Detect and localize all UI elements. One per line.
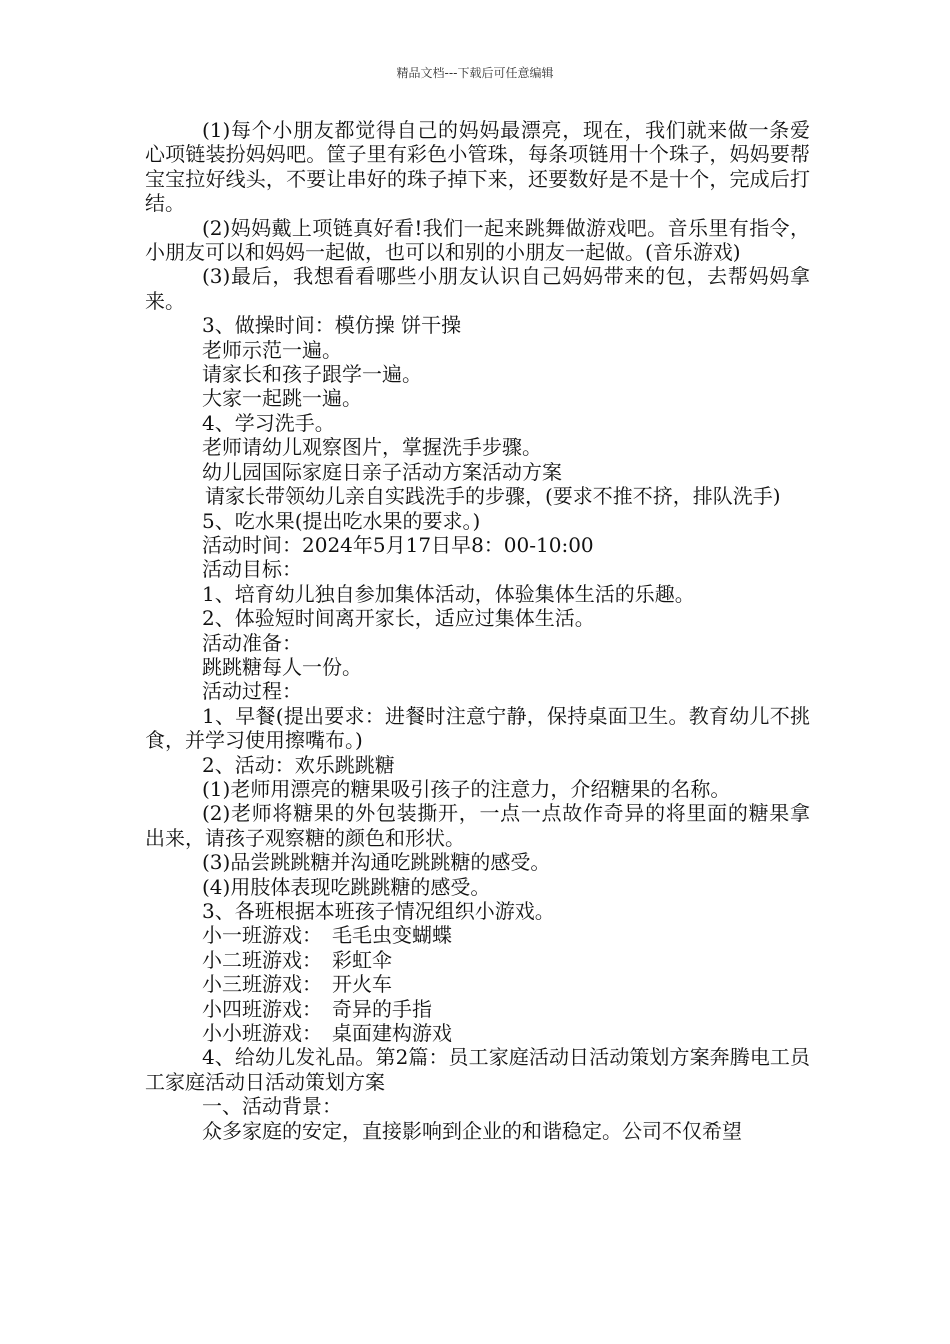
paragraph-class-games: 3、各班根据本班孩子情况组织小游戏。 <box>202 899 555 923</box>
paragraph-candy-step-1: (1)老师用漂亮的糖果吸引孩子的注意力，介绍糖果的名称。 <box>202 776 731 801</box>
paragraph-necklace-intro: (1)每个小朋友都觉得自己的妈妈最漂亮，现在，我们就来做一条爱心项链装扮妈妈吧。筐子里有彩色小管珠，每条项链用十个珠子，妈妈要帮宝宝拉好线头，不要让串好的珠子掉下来，还要数好是不是十个，完成后打结。 <box>145 118 810 216</box>
paragraph-candy-step-4: (4)用肢体表现吃跳跳糖的感受。 <box>202 874 491 899</box>
paragraph-teacher-demo: 老师示范一遍。 <box>202 337 342 362</box>
paragraph-breakfast: 1、早餐(提出要求：进餐时注意宁静，保持桌面卫生。教育幼儿不挑食，并学习使用擦嘴布。) <box>145 703 810 753</box>
paragraph-goal-1: 1、培育幼儿独自参加集体活动，体验集体生活的乐趣。 <box>202 581 695 606</box>
paragraph-candy-step-2: (2)老师将糖果的外包装撕开，一点一点故作奇异的将里面的糖果拿出来，请孩子观察糖的颜色和形状。 <box>145 801 810 850</box>
paragraph-goal-2: 2、体验短时间离开家长，适应过集体生活。 <box>202 606 595 631</box>
paragraph-exercise-time: 3、做操时间：模仿操 饼干操 <box>202 313 462 338</box>
paragraph-background-text: 众多家庭的安定，直接影响到企业的和谐稳定。公司不仅希望 <box>202 1118 742 1143</box>
paragraph-preparation: 活动准备： <box>202 630 302 655</box>
paragraph-candy-step-3: (3)品尝跳跳糖并沟通吃跳跳糖的感受。 <box>202 850 551 875</box>
document-body <box>145 118 810 1143</box>
paragraph-activity-goals: 活动目标： <box>202 557 302 582</box>
paragraph-candy-each: 跳跳糖每人一份。 <box>202 654 362 679</box>
paragraph-class-game-1: 小一班游戏： 毛毛虫变蝴蝶 <box>202 923 452 948</box>
paragraph-class-game-3: 小三班游戏： 开火车 <box>202 972 392 997</box>
paragraph-class-game-2: 小二班游戏： 彩虹伞 <box>202 947 392 972</box>
paragraph-learn-handwashing: 4、学习洗手。 <box>202 410 335 435</box>
paragraph-class-game-4: 小四班游戏： 奇异的手指 <box>202 996 432 1021</box>
paragraph-process: 活动过程： <box>202 679 302 704</box>
paragraph-class-game-5: 小小班游戏： 桌面建构游戏 <box>202 1021 452 1046</box>
paragraph-practice-handwashing: 请家长带领幼儿亲自实践洗手的步骤，(要求不推不挤，排队洗手) <box>205 484 781 509</box>
paragraph-activity-time: 活动时间：2024年5月17日早8：00-10:00 <box>202 532 594 557</box>
paragraph-plan-title: 幼儿园国际家庭日亲子活动方案活动方案 <box>202 459 562 484</box>
paragraph-music-game: (2)妈妈戴上项链真好看!我们一起来跳舞做游戏吧。音乐里有指令，小朋友可以和妈妈一起做，也可以和别的小朋友一起做。(音乐游戏) <box>145 215 810 265</box>
paragraph-observe-pictures: 老师请幼儿观察图片，掌握洗手步骤。 <box>202 435 542 460</box>
paragraph-background-heading: 一、活动背景： <box>202 1094 342 1119</box>
paragraph-find-bag: (3)最后，我想看看哪些小朋友认识自己妈妈带来的包，去帮妈妈拿来。 <box>145 264 810 313</box>
paragraph-eat-fruit: 5、吃水果(提出吃水果的要求。) <box>202 508 481 533</box>
paragraph-follow-along: 请家长和孩子跟学一遍。 <box>202 362 422 387</box>
paragraph-dance-together: 大家一起跳一遍。 <box>202 386 362 411</box>
page-header: 精品文档---下载后可任意编辑 <box>396 66 554 80</box>
paragraph-activity-candy: 2、活动：欢乐跳跳糖 <box>202 752 395 777</box>
paragraph-gifts-and-section-2: 4、给幼儿发礼品。第2篇：员工家庭活动日活动策划方案奔腾电工员工家庭活动日活动策划方案 <box>145 1045 810 1094</box>
